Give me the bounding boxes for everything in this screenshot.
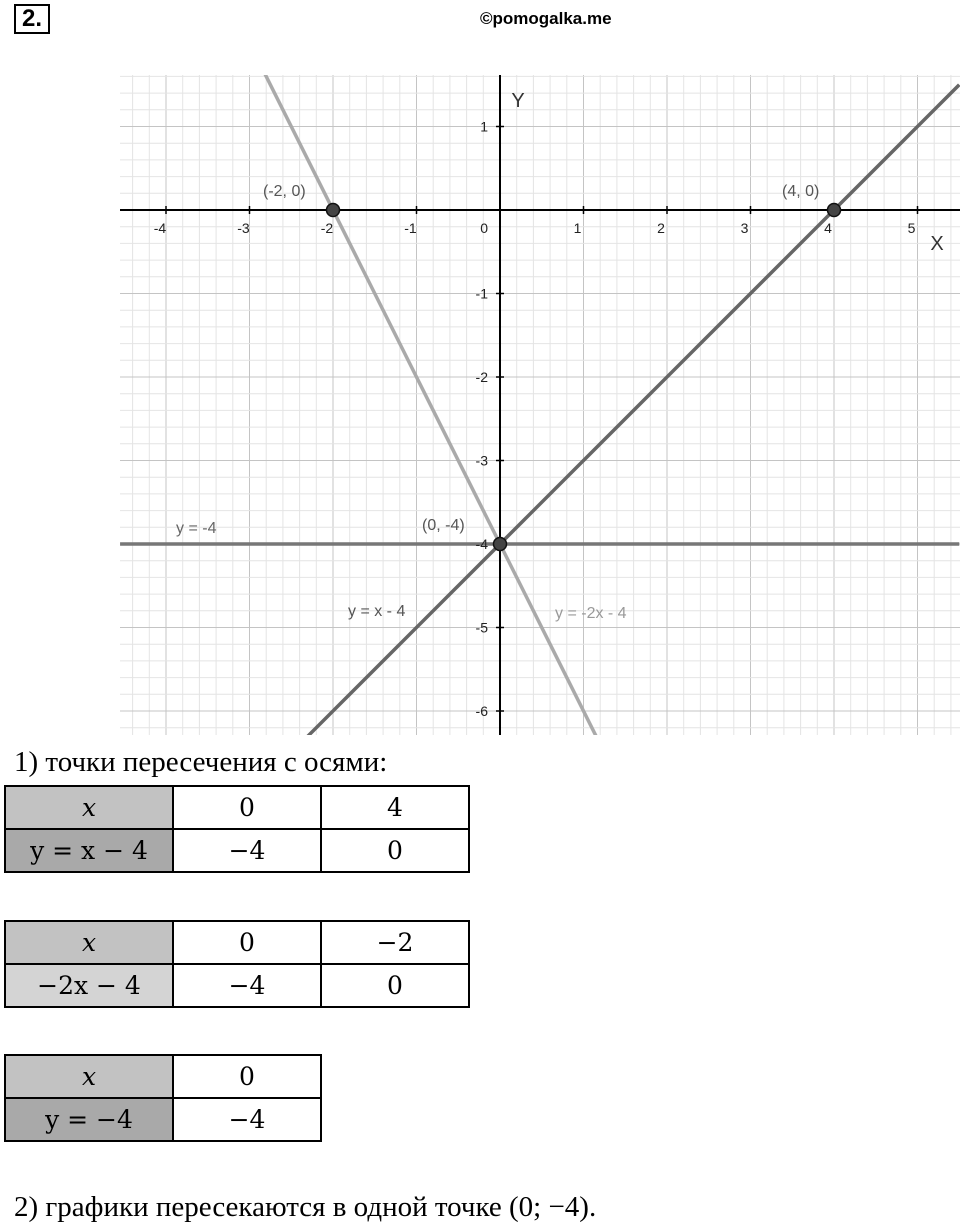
- value-table-1: [4, 785, 470, 873]
- x-tick-label: 5: [907, 220, 916, 236]
- x-tick-label: -1: [404, 220, 417, 236]
- y-tick-label: -4: [475, 536, 488, 552]
- table-cell: 0: [321, 829, 469, 872]
- x-tick-label: 4: [824, 220, 832, 236]
- cell-text: x: [81, 793, 97, 822]
- table-cell: 0: [173, 1055, 321, 1098]
- x-tick-label: -4: [153, 220, 167, 236]
- x-tick-label: 2: [657, 220, 665, 236]
- y-tick-label: -5: [475, 619, 488, 636]
- table-cell: 0: [173, 786, 321, 829]
- y-tick-label: 1: [480, 118, 488, 135]
- intersection-point: [828, 204, 841, 217]
- y-axis-label: Y: [511, 90, 525, 112]
- value-table-2: [4, 920, 470, 1008]
- table-cell: −2: [321, 921, 469, 964]
- intersection-point: [327, 204, 340, 217]
- table-row: [5, 829, 469, 872]
- table-row: [5, 964, 469, 1007]
- table-header-cell: −2x − 4: [5, 964, 173, 1007]
- table-row: [5, 1055, 321, 1098]
- x-tick-label: -2: [320, 220, 334, 236]
- table-header-cell: y = x − 4: [5, 829, 173, 872]
- table-header-cell: [5, 786, 173, 829]
- table-header-cell: [5, 1055, 173, 1098]
- table-cell: −4: [173, 964, 321, 1007]
- point-label: (4, 0): [782, 183, 820, 200]
- table-cell: −4: [173, 1098, 321, 1141]
- x-axis-label: X: [930, 233, 944, 255]
- y-tick-label: -1: [475, 285, 488, 302]
- point-label: (-2, 0): [263, 183, 306, 200]
- table-cell: −4: [173, 829, 321, 872]
- cell-text: x: [81, 1062, 97, 1091]
- intersection-point: [494, 538, 507, 551]
- cell-text: x: [81, 928, 97, 957]
- section-1-heading: 1) точки пересечения с осями:: [14, 746, 388, 778]
- table-cell: 4: [321, 786, 469, 829]
- table-header-cell: y = −4: [5, 1098, 173, 1141]
- function-line: [120, 85, 959, 740]
- series-label: y = x - 4: [348, 603, 406, 620]
- table-row: [5, 1098, 321, 1141]
- table-row: [5, 921, 469, 964]
- point-label: (0, -4): [422, 517, 465, 534]
- y-tick-label: -6: [475, 703, 488, 719]
- watermark: ©pomogalka.me: [480, 9, 612, 28]
- x-tick-label: 1: [573, 220, 582, 236]
- series-label: y = -4: [176, 520, 217, 537]
- function-line: [120, 0, 959, 740]
- table-header-cell: [5, 921, 173, 964]
- table-cell: 0: [173, 921, 321, 964]
- y-tick-label: -2: [475, 369, 488, 385]
- table-cell: 0: [321, 964, 469, 1007]
- value-table-3: [4, 1054, 322, 1142]
- origin-label: 0: [480, 220, 488, 236]
- series-label: y = -2x - 4: [555, 605, 627, 622]
- table-row: [5, 786, 469, 829]
- section-2-conclusion: 2) графики пересекаются в одной точке (0; −4).: [14, 1191, 597, 1223]
- y-tick-label: -3: [475, 452, 488, 469]
- x-tick-label: -3: [237, 220, 250, 236]
- task-number: 2.: [14, 4, 50, 34]
- x-tick-label: 3: [740, 220, 749, 236]
